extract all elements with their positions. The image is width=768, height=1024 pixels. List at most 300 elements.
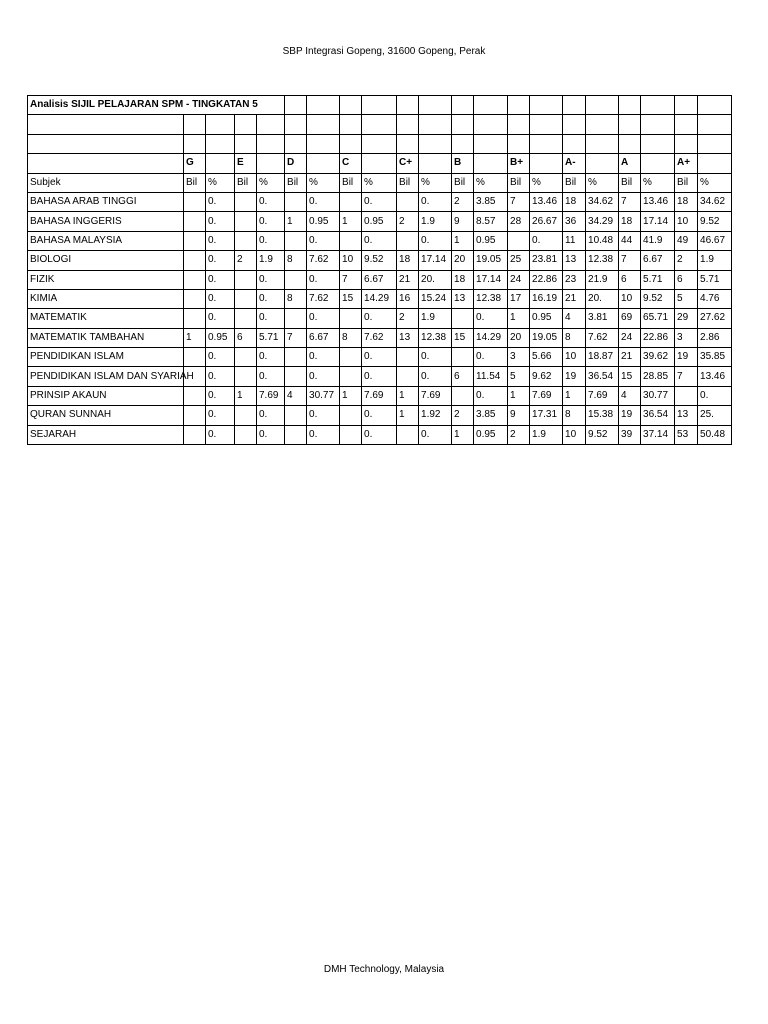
count-cell: [340, 406, 362, 425]
count-cell: 8: [563, 328, 586, 347]
percent-cell: 22.86: [641, 328, 675, 347]
percent-cell: 10.48: [586, 231, 619, 250]
percent-cell: 0.: [362, 367, 397, 386]
percent-cell: 23.81: [530, 251, 563, 270]
count-cell: 1: [397, 386, 419, 405]
count-cell: [285, 367, 307, 386]
percent-cell: 0.: [474, 309, 508, 328]
empty-cell: [257, 134, 285, 153]
percent-cell: 0.: [307, 309, 340, 328]
empty-cell: [508, 115, 530, 134]
empty-cell: [419, 134, 452, 153]
empty-cell: [586, 134, 619, 153]
count-cell: 13: [563, 251, 586, 270]
percent-cell: 0.: [206, 367, 235, 386]
empty-cell: [257, 115, 285, 134]
percent-cell: 0.95: [474, 425, 508, 444]
count-cell: 69: [619, 309, 641, 328]
bil-column-header: Bil: [619, 173, 641, 192]
page-header: SBP Integrasi Gopeng, 31600 Gopeng, Perak: [282, 46, 486, 57]
count-cell: 15: [340, 289, 362, 308]
percent-cell: 0.: [307, 425, 340, 444]
percent-cell: 3.85: [474, 192, 508, 211]
percent-cell: 22.86: [530, 270, 563, 289]
count-cell: [397, 425, 419, 444]
percent-cell: 0.95: [530, 309, 563, 328]
page-footer: DMH Technology, Malaysia: [323, 964, 445, 975]
percent-cell: 7.69: [530, 386, 563, 405]
count-cell: 18: [563, 192, 586, 211]
count-cell: [452, 309, 474, 328]
percent-cell: 0.: [206, 251, 235, 270]
percent-cell: 20.: [419, 270, 452, 289]
count-cell: 23: [563, 270, 586, 289]
percent-column-header: %: [419, 173, 452, 192]
subject-cell: KIMIA: [28, 289, 184, 308]
count-cell: [340, 192, 362, 211]
empty-cell: [28, 154, 184, 173]
count-cell: 25: [508, 251, 530, 270]
percent-cell: 1.9: [698, 251, 732, 270]
empty-cell: [530, 96, 563, 115]
table-row: [28, 367, 732, 386]
empty-cell: [28, 115, 184, 134]
count-cell: 1: [397, 406, 419, 425]
empty-cell: [530, 154, 563, 173]
empty-cell: [675, 96, 698, 115]
count-cell: [340, 231, 362, 250]
percent-cell: 7.62: [307, 251, 340, 270]
count-cell: 2: [675, 251, 698, 270]
percent-cell: 0.: [307, 406, 340, 425]
count-cell: [285, 348, 307, 367]
subject-cell: SEJARAH: [28, 425, 184, 444]
empty-cell: [474, 154, 508, 173]
count-cell: [340, 425, 362, 444]
empty-cell: [28, 134, 184, 153]
count-cell: 6: [619, 270, 641, 289]
percent-cell: 0.: [206, 270, 235, 289]
grade-header: A-: [563, 154, 586, 173]
percent-cell: 0.: [257, 192, 285, 211]
count-cell: 10: [563, 348, 586, 367]
percent-cell: 15.38: [586, 406, 619, 425]
percent-cell: 7.62: [362, 328, 397, 347]
percent-cell: 0.: [530, 231, 563, 250]
percent-cell: 17.31: [530, 406, 563, 425]
count-cell: 18: [619, 212, 641, 231]
percent-cell: 3.81: [586, 309, 619, 328]
count-cell: 3: [675, 328, 698, 347]
table-row: [28, 348, 732, 367]
percent-cell: 19.05: [474, 251, 508, 270]
subject-cell: BAHASA INGGERIS: [28, 212, 184, 231]
subject-cell: BAHASA ARAB TINGGI: [28, 192, 184, 211]
count-cell: [235, 192, 257, 211]
count-cell: [184, 309, 206, 328]
empty-cell: [641, 115, 675, 134]
percent-cell: 7.69: [257, 386, 285, 405]
bil-column-header: Bil: [340, 173, 362, 192]
count-cell: 8: [340, 328, 362, 347]
count-cell: [235, 367, 257, 386]
count-cell: 18: [675, 192, 698, 211]
table-row: [28, 251, 732, 270]
bil-column-header: Bil: [508, 173, 530, 192]
count-cell: 24: [508, 270, 530, 289]
percent-cell: 65.71: [641, 309, 675, 328]
percent-cell: 0.: [206, 406, 235, 425]
subject-cell: PRINSIP AKAUN: [28, 386, 184, 405]
empty-cell: [362, 96, 397, 115]
table-row: [28, 309, 732, 328]
percent-cell: 0.: [206, 212, 235, 231]
percent-cell: 19.05: [530, 328, 563, 347]
percent-cell: 1.9: [419, 212, 452, 231]
percent-cell: 0.: [257, 231, 285, 250]
percent-cell: 0.95: [362, 212, 397, 231]
empty-cell: [675, 115, 698, 134]
count-cell: 15: [452, 328, 474, 347]
empty-cell: [307, 115, 340, 134]
count-cell: 16: [397, 289, 419, 308]
percent-column-header: %: [257, 173, 285, 192]
subject-cell: BIOLOGI: [28, 251, 184, 270]
grade-header: C+: [397, 154, 419, 173]
percent-cell: 34.62: [698, 192, 732, 211]
count-cell: 13: [675, 406, 698, 425]
percent-cell: 3.85: [474, 406, 508, 425]
percent-cell: 36.54: [641, 406, 675, 425]
count-cell: [235, 406, 257, 425]
grade-header: D: [285, 154, 307, 173]
percent-cell: 1.92: [419, 406, 452, 425]
count-cell: 2: [397, 212, 419, 231]
percent-cell: 7.62: [586, 328, 619, 347]
percent-cell: 6.67: [362, 270, 397, 289]
percent-cell: 11.54: [474, 367, 508, 386]
count-cell: [397, 231, 419, 250]
percent-cell: 0.: [419, 367, 452, 386]
count-cell: 15: [619, 367, 641, 386]
empty-cell: [362, 154, 397, 173]
percent-cell: 0.: [206, 386, 235, 405]
count-cell: 6: [452, 367, 474, 386]
percent-cell: 0.: [257, 425, 285, 444]
percent-cell: 7.69: [586, 386, 619, 405]
count-cell: 11: [563, 231, 586, 250]
percent-cell: 0.: [419, 231, 452, 250]
subject-cell: PENDIDIKAN ISLAM: [28, 348, 184, 367]
percent-column-header: %: [698, 173, 732, 192]
percent-cell: 37.14: [641, 425, 675, 444]
percent-cell: 8.57: [474, 212, 508, 231]
empty-cell: [508, 134, 530, 153]
count-cell: 1: [235, 386, 257, 405]
subject-cell: PENDIDIKAN ISLAM DAN SYARIAH: [28, 367, 184, 386]
percent-cell: 0.: [307, 270, 340, 289]
count-cell: [397, 348, 419, 367]
count-cell: [235, 231, 257, 250]
count-cell: [285, 231, 307, 250]
empty-cell: [474, 134, 508, 153]
empty-cell: [530, 115, 563, 134]
count-cell: [340, 309, 362, 328]
percent-cell: 0.: [362, 192, 397, 211]
count-cell: [184, 192, 206, 211]
percent-cell: 0.: [474, 386, 508, 405]
percent-cell: 4.76: [698, 289, 732, 308]
empty-cell: [257, 154, 285, 173]
count-cell: 21: [397, 270, 419, 289]
empty-cell: [563, 115, 586, 134]
percent-cell: 0.: [307, 348, 340, 367]
count-cell: [235, 212, 257, 231]
empty-cell: [641, 134, 675, 153]
percent-cell: 0.: [257, 367, 285, 386]
count-cell: 10: [340, 251, 362, 270]
count-cell: 20: [452, 251, 474, 270]
percent-cell: 9.62: [530, 367, 563, 386]
count-cell: 7: [285, 328, 307, 347]
table-row: [28, 328, 732, 347]
count-cell: 9: [452, 212, 474, 231]
percent-cell: 46.67: [698, 231, 732, 250]
count-cell: 29: [675, 309, 698, 328]
percent-cell: 0.95: [474, 231, 508, 250]
percent-cell: 14.29: [362, 289, 397, 308]
percent-column-header: %: [307, 173, 340, 192]
percent-cell: 15.24: [419, 289, 452, 308]
percent-cell: 39.62: [641, 348, 675, 367]
table-row: [28, 192, 732, 211]
percent-cell: 0.: [419, 348, 452, 367]
empty-cell: [307, 96, 340, 115]
percent-cell: 0.: [206, 192, 235, 211]
empty-cell: [474, 96, 508, 115]
percent-cell: 1.9: [257, 251, 285, 270]
count-cell: [285, 192, 307, 211]
table-row: [28, 386, 732, 405]
count-cell: 5: [508, 367, 530, 386]
grade-header: A+: [675, 154, 698, 173]
percent-cell: 0.95: [307, 212, 340, 231]
count-cell: 1: [340, 212, 362, 231]
count-cell: [285, 309, 307, 328]
count-cell: 19: [675, 348, 698, 367]
empty-cell: [206, 134, 235, 153]
count-cell: 8: [285, 289, 307, 308]
count-cell: 19: [619, 406, 641, 425]
empty-cell: [619, 115, 641, 134]
percent-cell: 0.: [474, 348, 508, 367]
percent-cell: 17.14: [419, 251, 452, 270]
percent-cell: 5.71: [257, 328, 285, 347]
empty-cell: [340, 134, 362, 153]
percent-cell: 35.85: [698, 348, 732, 367]
count-cell: 18: [452, 270, 474, 289]
empty-cell: [586, 115, 619, 134]
count-cell: 1: [285, 212, 307, 231]
percent-cell: 12.38: [586, 251, 619, 270]
count-cell: 5: [675, 289, 698, 308]
count-cell: 17: [508, 289, 530, 308]
count-cell: 2: [235, 251, 257, 270]
empty-cell: [307, 134, 340, 153]
blank-row: [28, 115, 732, 134]
count-cell: [184, 251, 206, 270]
count-cell: 1: [563, 386, 586, 405]
count-cell: [184, 289, 206, 308]
percent-cell: 12.38: [419, 328, 452, 347]
percent-cell: 0.: [419, 192, 452, 211]
count-cell: 2: [508, 425, 530, 444]
grade-header: B: [452, 154, 474, 173]
count-cell: [397, 192, 419, 211]
count-cell: [340, 367, 362, 386]
percent-cell: 26.67: [530, 212, 563, 231]
bil-column-header: Bil: [397, 173, 419, 192]
count-cell: [235, 309, 257, 328]
empty-cell: [235, 134, 257, 153]
empty-cell: [397, 134, 419, 153]
percent-cell: 5.71: [698, 270, 732, 289]
count-cell: 36: [563, 212, 586, 231]
percent-cell: 0.: [257, 270, 285, 289]
empty-cell: [419, 115, 452, 134]
count-cell: 4: [285, 386, 307, 405]
percent-cell: 30.77: [641, 386, 675, 405]
percent-cell: 13.46: [698, 367, 732, 386]
count-cell: 6: [675, 270, 698, 289]
count-cell: [184, 270, 206, 289]
count-cell: 20: [508, 328, 530, 347]
table-row: [28, 289, 732, 308]
percent-cell: 9.52: [362, 251, 397, 270]
percent-cell: 7.69: [362, 386, 397, 405]
percent-cell: 0.: [257, 406, 285, 425]
count-cell: [184, 231, 206, 250]
percent-cell: 9.52: [586, 425, 619, 444]
count-cell: [452, 386, 474, 405]
count-cell: [508, 231, 530, 250]
percent-cell: 7.69: [419, 386, 452, 405]
subject-cell: FIZIK: [28, 270, 184, 289]
count-cell: [285, 406, 307, 425]
percent-column-header: %: [206, 173, 235, 192]
empty-cell: [675, 134, 698, 153]
empty-cell: [698, 154, 732, 173]
percent-cell: 20.: [586, 289, 619, 308]
count-cell: [452, 348, 474, 367]
subject-cell: BAHASA MALAYSIA: [28, 231, 184, 250]
empty-cell: [563, 134, 586, 153]
count-cell: 24: [619, 328, 641, 347]
percent-cell: 6.67: [641, 251, 675, 270]
count-cell: 21: [563, 289, 586, 308]
percent-cell: 21.9: [586, 270, 619, 289]
percent-cell: 36.54: [586, 367, 619, 386]
percent-cell: 27.62: [698, 309, 732, 328]
percent-column-header: %: [474, 173, 508, 192]
table-row: [28, 212, 732, 231]
column-header-row: [28, 173, 732, 192]
percent-cell: 13.46: [641, 192, 675, 211]
grade-header-row: [28, 154, 732, 173]
count-cell: 19: [563, 367, 586, 386]
empty-cell: [452, 115, 474, 134]
percent-cell: 41.9: [641, 231, 675, 250]
count-cell: 1: [340, 386, 362, 405]
grade-header: B+: [508, 154, 530, 173]
percent-cell: 0.: [307, 192, 340, 211]
blank-row: [28, 134, 732, 153]
percent-cell: 1.9: [419, 309, 452, 328]
empty-cell: [362, 134, 397, 153]
count-cell: 6: [235, 328, 257, 347]
percent-cell: 0.: [257, 289, 285, 308]
count-cell: 1: [508, 309, 530, 328]
empty-cell: [698, 115, 732, 134]
count-cell: [397, 367, 419, 386]
empty-cell: [184, 115, 206, 134]
count-cell: 10: [675, 212, 698, 231]
bil-column-header: Bil: [285, 173, 307, 192]
empty-cell: [641, 154, 675, 173]
count-cell: 7: [619, 192, 641, 211]
count-cell: 7: [340, 270, 362, 289]
count-cell: 1: [452, 231, 474, 250]
count-cell: 1: [184, 328, 206, 347]
percent-cell: 0.95: [206, 328, 235, 347]
percent-cell: 17.14: [474, 270, 508, 289]
empty-cell: [235, 115, 257, 134]
percent-cell: 0.: [206, 231, 235, 250]
percent-cell: 0.: [257, 309, 285, 328]
percent-cell: 0.: [206, 289, 235, 308]
percent-cell: 0.: [362, 309, 397, 328]
percent-cell: 5.71: [641, 270, 675, 289]
grade-header: G: [184, 154, 206, 173]
title-row: [28, 96, 732, 115]
percent-column-header: %: [362, 173, 397, 192]
percent-cell: 9.52: [698, 212, 732, 231]
empty-cell: [362, 115, 397, 134]
bil-column-header: Bil: [563, 173, 586, 192]
percent-cell: 1.9: [530, 425, 563, 444]
percent-cell: 28.85: [641, 367, 675, 386]
empty-cell: [285, 115, 307, 134]
count-cell: [235, 425, 257, 444]
empty-cell: [184, 134, 206, 153]
count-cell: 13: [452, 289, 474, 308]
count-cell: 9: [508, 406, 530, 425]
subject-cell: MATEMATIK: [28, 309, 184, 328]
percent-cell: 50.48: [698, 425, 732, 444]
grade-header: E: [235, 154, 257, 173]
count-cell: [235, 270, 257, 289]
table-body: [28, 96, 732, 445]
percent-cell: 14.29: [474, 328, 508, 347]
percent-column-header: %: [530, 173, 563, 192]
percent-cell: 18.87: [586, 348, 619, 367]
count-cell: 18: [397, 251, 419, 270]
percent-cell: 0.: [206, 348, 235, 367]
empty-cell: [340, 115, 362, 134]
count-cell: 2: [452, 192, 474, 211]
count-cell: [184, 406, 206, 425]
count-cell: [184, 212, 206, 231]
